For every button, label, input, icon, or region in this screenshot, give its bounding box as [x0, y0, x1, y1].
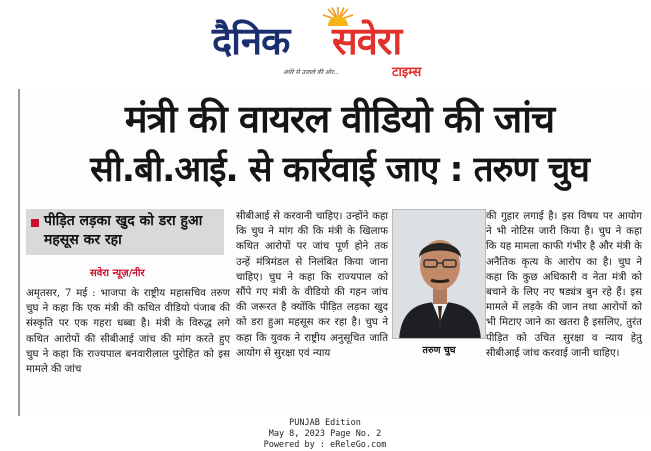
article-column-1	[26, 209, 240, 377]
brand-tagline: अंधेरे से उजाले की ओर...	[283, 69, 340, 76]
headline-line-1: मंत्री की वायरल वीडियो की जांच	[124, 97, 555, 141]
article-text-column-2: सीबीआई से करवानी चाहिए। उन्होंने कहा कि चुघ ने मांग की कि मंत्री के खिलाफ कथित आरोपों पर जांच पूर्ण होने तक उन्हें मंत्रिमंडल से निलंबित किया जाना चाहिए। चुघ ने कहा कि राज्यपाल को सौंपे गए मंत्री के वीडियो की गहन जांच की जरूरत है क्योंकि पीड़ित लड़का खुद को डरा हुआ महसूस कर रहा है। चुघ ने कहा कि युवक ने राष्ट्रीय अनुसूचित जाति आयोग से सुरक्षा एवं न्याय	[236, 211, 388, 359]
photo-block	[392, 209, 486, 361]
subheadline-box	[26, 209, 224, 255]
subheadline: पीड़ित लड़का खुद को डरा हुआ महसूस कर रहा	[44, 213, 203, 248]
article-column-2	[236, 209, 390, 361]
article-column-3	[486, 209, 644, 361]
article-text-column-1: अमृतसर, 7 मई : भाजपा के राष्ट्रीय महासचिव तरुण चुघ ने कहा कि एक मंत्री की कथित वीडियो पंजाब की संस्कृति पर एक गहरा धब्बा है। मंत्री के विरुद्ध लगे कथित आरोपों की सीबीआई जांच की मांग करते हुए चुघ ने कहा कि राज्यपाल बनवारीलाल पुरोहित को इस मामले की जांच	[26, 288, 230, 376]
square-bullet-icon	[31, 219, 39, 227]
person-portrait-icon	[392, 209, 486, 339]
photo-caption: तरुण चुघ	[422, 345, 456, 356]
byline: सवेरा न्यूज़/नीर	[90, 268, 145, 279]
news-clipping	[18, 89, 649, 416]
brand-name-accent: सवेरा	[332, 19, 402, 63]
powered-by: Powered by : eReleGo.com	[263, 440, 387, 450]
brand-name: दैनिक	[212, 19, 290, 63]
brand-subtitle: टाइम्स	[392, 65, 422, 80]
edition-footer	[220, 418, 430, 451]
article-text-column-3: की गुहार लगाई है। इस विषय पर आयोग ने भी नोटिस जारी किया है। चुघ ने कहा कि यह मामला काफी गंभीर है और मंत्री के अनैतिक कृत्य के आरोप का है। चुघ ने कहा कि कुछ अधिकारी व नेता मंत्री को बचाने के लिए नए षड्यंत्र बुन रहे हैं। इस मामले में लड़के की जान तथा आरोपों को भी मिटाए जाने का खतरा है इसलिए, तुरंत पीड़ित को उचित सुरक्षा व न्याय हेतु सीबीआई जांच करवाई जानी चाहिए।	[486, 211, 642, 359]
headline	[32, 93, 647, 195]
headline-line-2: सी.बी.आई. से कार्रवाई जाए : तरुण चुघ	[90, 150, 589, 190]
masthead	[0, 0, 651, 84]
edition-name: PUNJAB Edition	[289, 418, 361, 428]
edition-date-page: May 8, 2023 Page No. 2	[268, 429, 382, 439]
